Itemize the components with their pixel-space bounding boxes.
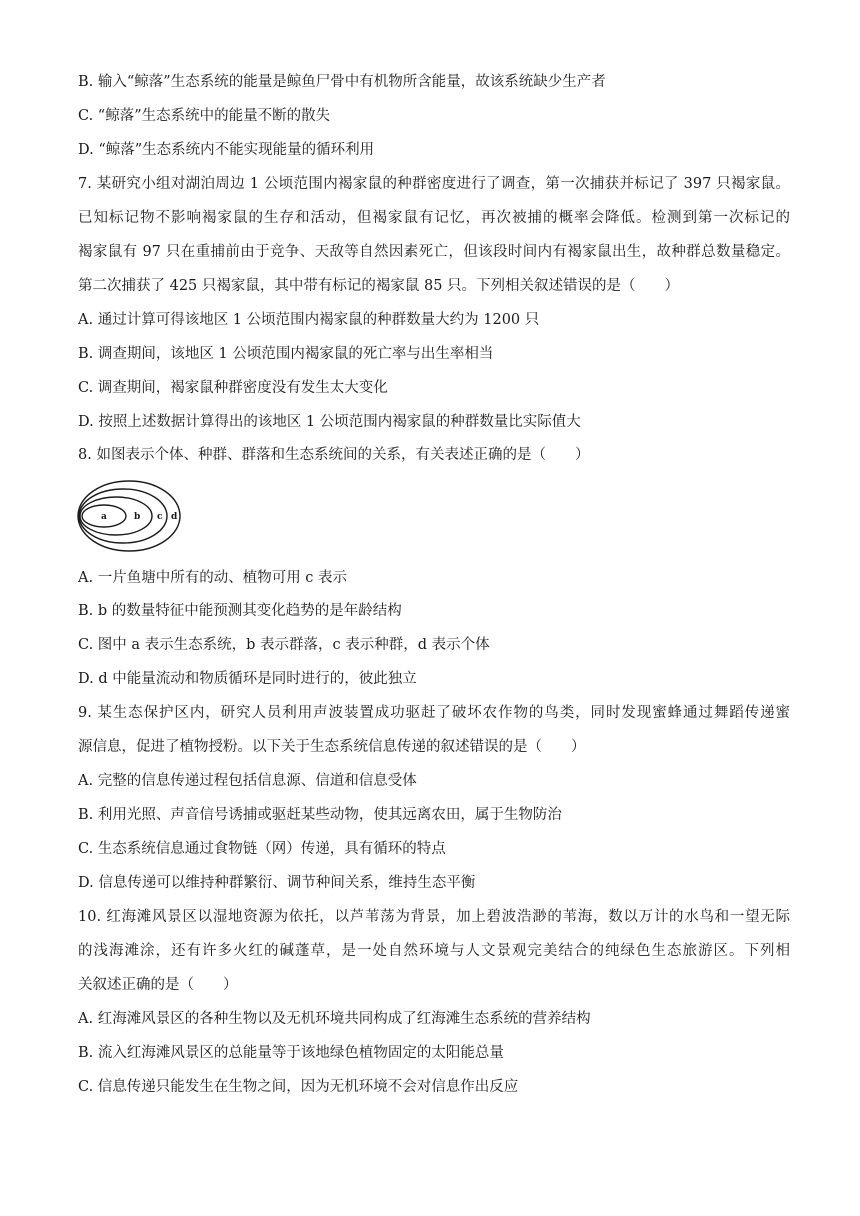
q10-option-c: C. 信息传递只能发生在生物之间，因为无机环境不会对信息作出反应 — [78, 1079, 519, 1095]
q10-stem-line-1: 10. 红海滩风景区以湿地资源为依托，以芦苇荡为背景，加上碧波浩渺的苇海，数以万计的水鸟和一望无际 — [78, 909, 790, 925]
q9-option-b: B. 利用光照、声音信号诱捕或驱赶某些动物，使其远离农田，属于生物防治 — [78, 807, 562, 823]
label-a: a — [101, 512, 107, 522]
q7-option-d: D. 按照上述数据计算得出的该地区 1 公顷范围内褐家鼠的种群数量比实际值大 — [78, 414, 581, 430]
q8-option-d: D. d 中能量流动和物质循环是同时进行的，彼此独立 — [78, 671, 417, 687]
q7-stem-line-2: 已知标记物不影响褐家鼠的生存和活动，但褐家鼠有记忆，再次被捕的概率会降低。检测到第一次标记的 — [78, 210, 790, 226]
q9-option-a: A. 完整的信息传递过程包括信息源、信道和信息受体 — [78, 773, 417, 789]
q8-option-a: A. 一片鱼塘中所有的动、植物可用 c 表示 — [78, 570, 348, 586]
label-c: c — [157, 512, 163, 522]
q6-option-c: C. “鲸落”生态系统中的能量不断的散失 — [78, 108, 331, 124]
q7-option-c: C. 调查期间，褐家鼠种群密度没有发生太大变化 — [78, 380, 388, 396]
q7-option-a: A. 通过计算可得该地区 1 公顷范围内褐家鼠的种群数量大约为 1200 只 — [78, 312, 540, 328]
q10-option-b: B. 流入红海滩风景区的总能量等于该地绿色植物固定的太阳能总量 — [78, 1045, 504, 1061]
q8-option-c: C. 图中 a 表示生态系统，b 表示群落，c 表示种群，d 表示个体 — [78, 637, 490, 653]
label-d: d — [171, 512, 178, 522]
q9-stem-line-2: 源信息，促进了植物授粉。以下关于生态系统信息传递的叙述错误的是（ ） — [78, 739, 586, 755]
q10-option-a: A. 红海滩风景区的各种生物以及无机环境共同构成了红海滩生态系统的营养结构 — [78, 1011, 591, 1027]
q9-stem-line-1: 9. 某生态保护区内，研究人员利用声波装置成功驱赶了破坏农作物的鸟类，同时发现蜜蜂通过舞蹈传递蜜 — [78, 705, 790, 721]
ellipse-b — [80, 497, 152, 535]
q7-stem-line-4: 第二次捕获了 425 只褐家鼠，其中带有标记的褐家鼠 85 只。下列相关叙述错误的是（ ） — [78, 278, 680, 294]
q10-stem-line-3: 关叙述正确的是（ ） — [78, 977, 238, 993]
q8-option-b: B. b 的数量特征中能预测其变化趋势的是年龄结构 — [78, 603, 402, 619]
ellipse-d — [78, 481, 180, 551]
q8-stem: 8. 如图表示个体、种群、群落和生态系统间的关系，有关表述正确的是（ ） — [78, 447, 590, 463]
q7-stem-line-1: 7. 某研究小组对湖泊周边 1 公顷范围内褐家鼠的种群密度进行了调查，第一次捕获并标记了 397 只褐家鼠。 — [78, 176, 790, 192]
q9-option-c: C. 生态系统信息通过食物链（网）传递，具有循环的特点 — [78, 841, 446, 857]
q7-stem-line-3: 褐家鼠有 97 只在重捕前由于竞争、天敌等自然因素死亡，但该段时间内有褐家鼠出生，故种群总数量稳定。 — [78, 244, 790, 260]
nested-ellipse-diagram — [76, 478, 182, 554]
q9-option-d: D. 信息传递可以维持种群繁衍、调节种间关系，维持生态平衡 — [78, 875, 476, 891]
q7-option-b: B. 调查期间，该地区 1 公顷范围内褐家鼠的死亡率与出生率相当 — [78, 346, 494, 362]
q10-stem-line-2: 的浅海滩涂，还有许多火红的碱蓬草，是一处自然环境与人文景观完美结合的纯绿色生态旅游区。下列相 — [78, 943, 790, 959]
q6-option-d: D. “鲸落”生态系统内不能实现能量的循环利用 — [78, 142, 375, 158]
label-b: b — [134, 512, 141, 522]
q6-option-b: B. 输入“鲸落”生态系统的能量是鲸鱼尸骨中有机物所含能量，故该系统缺少生产者 — [78, 74, 606, 90]
